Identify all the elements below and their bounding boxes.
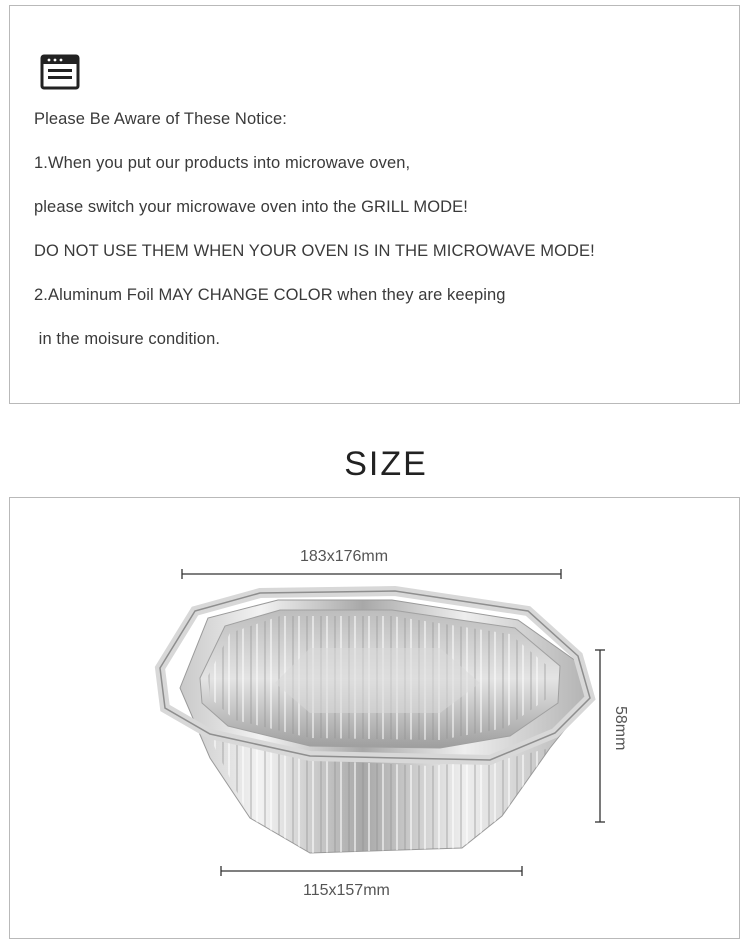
notice-line-3: DO NOT USE THEM WHEN YOUR OVEN IS IN THE MICROWAVE MODE!: [34, 242, 595, 260]
oven-icon: [40, 54, 80, 90]
notice-line-1: 1.When you put our products into microwave oven,: [34, 154, 411, 172]
top-dimension-label: 183x176mm: [300, 548, 389, 565]
notice-panel: [9, 5, 740, 404]
notice-line-2: please switch your microwave oven into the GRILL MODE!: [34, 198, 468, 216]
height-dimension-label: 58mm: [612, 706, 629, 751]
size-title: SIZE: [344, 445, 428, 483]
size-panel: [9, 497, 740, 939]
bottom-dimension-label: 115x157mm: [303, 882, 390, 899]
notice-line-5: in the moisure condition.: [34, 330, 221, 348]
notice-heading: Please Be Aware of These Notice:: [34, 110, 287, 128]
notice-line-4: 2.Aluminum Foil MAY CHANGE COLOR when they are keeping: [34, 286, 506, 304]
